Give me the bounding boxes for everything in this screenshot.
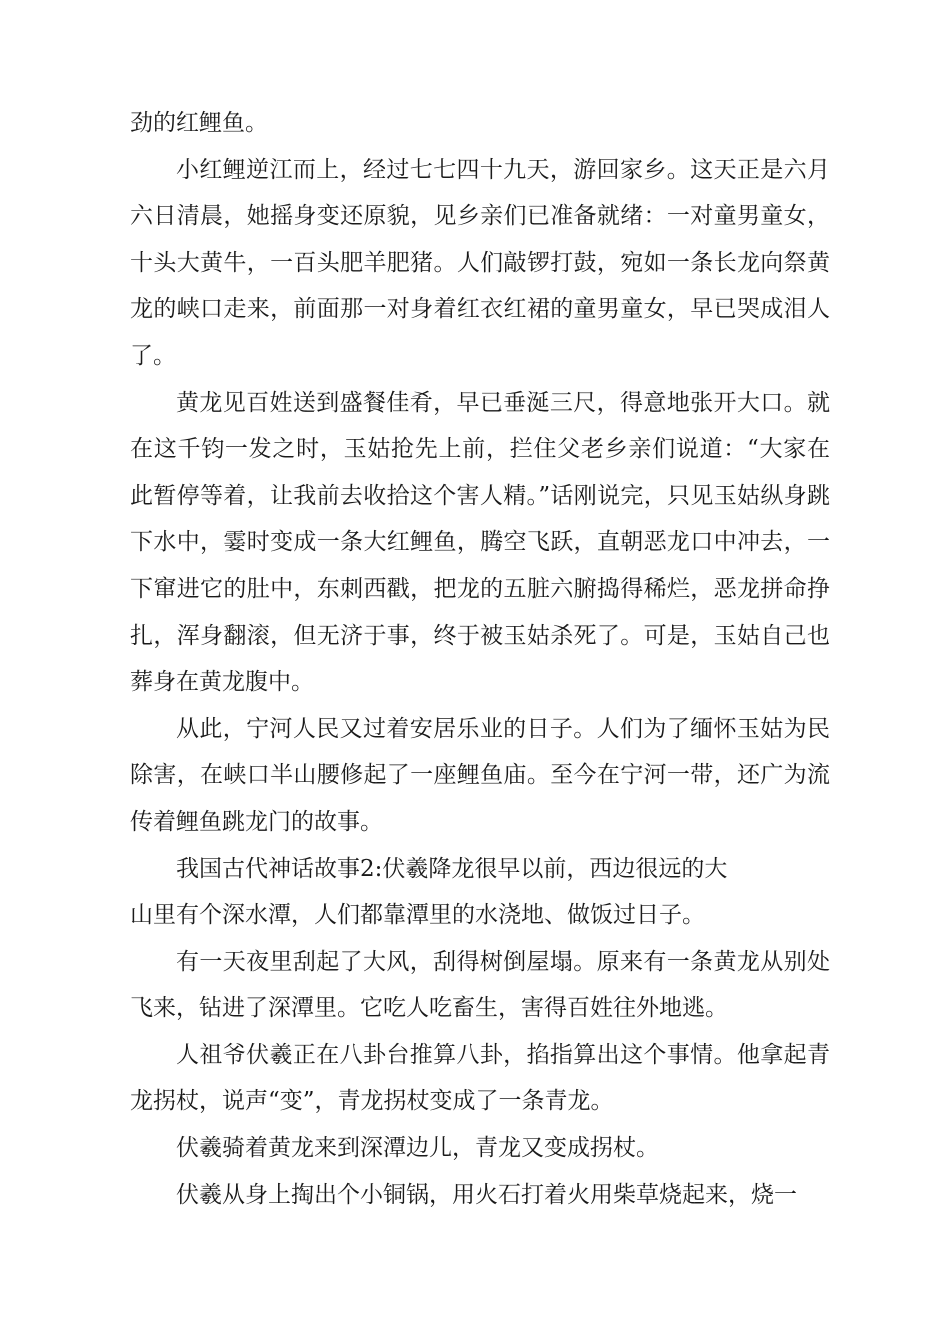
paragraph: 人祖爷伏羲正在八卦台推算八卦，掐指算出这个事情。他拿起青龙拐杖，说声“变”，青龙拐杖变成了一条青龙。 — [130, 1041, 830, 1115]
paragraph: 有一天夜里刮起了大风，刮得树倒屋塌。原来有一条黄龙从别处飞来，钻进了深潭里。它吃人吃畜生，害得百姓往外地逃。 — [130, 948, 830, 1022]
paragraph: 伏羲骑着黄龙来到深潭边儿，青龙又变成拐杖。 — [176, 1135, 659, 1162]
paragraph: 从此，宁河人民又过着安居乐业的日子。人们为了缅怀玉姑为民除害，在峡口半山腰修起了一座鲤鱼庙。至今在宁河一带，还广为流传着鲤鱼跳龙门的故事。 — [130, 715, 830, 835]
paragraph: 黄龙见百姓送到盛餐佳肴，早已垂涎三尺，得意地张开大口。就在这千钧一发之时，玉姑抢先上前，拦住父老乡亲们说道：“大家在此暂停等着，让我前去收拾这个害人精。”话刚说完，只见玉姑纵身跳下水中，霎时变成一条大红鲤鱼，腾空飞跃，直朝恶龙口中冲去，一下窜进它的肚中，东刺西戳，把龙的五脏六腑捣得稀烂，恶龙拼命挣扎，浑身翻滚，但无济于事，终于被玉姑杀死了。可是，玉姑自己也葬身在黄龙腹中。 — [130, 389, 830, 696]
paragraph: 小红鲤逆江而上，经过七七四十九天，游回家乡。这天正是六月六日清晨，她摇身变还原貌，见乡亲们已准备就绪：一对童男童女，十头大黄牛，一百头肥羊肥猪。人们敲锣打鼓，宛如一条长龙向祭黄龙的峡口走来，前面那一对身着红衣红裙的童男童女，早已哭成泪人了。 — [130, 156, 830, 369]
paragraph-continuation: 劲的红鲤鱼。 — [130, 110, 268, 136]
paragraph: 伏羲从身上掏出个小铜锅，用火石打着火用柴草烧起来，烧一 — [176, 1181, 797, 1208]
paragraph-story-heading: 我国古代神话故事2:伏羲降龙很早以前，西边很远的大 — [176, 855, 728, 882]
paragraph-continuation: 山里有个深水潭，人们都靠潭里的水浇地、做饭过日子。 — [130, 902, 705, 929]
body-text — [130, 100, 830, 1218]
